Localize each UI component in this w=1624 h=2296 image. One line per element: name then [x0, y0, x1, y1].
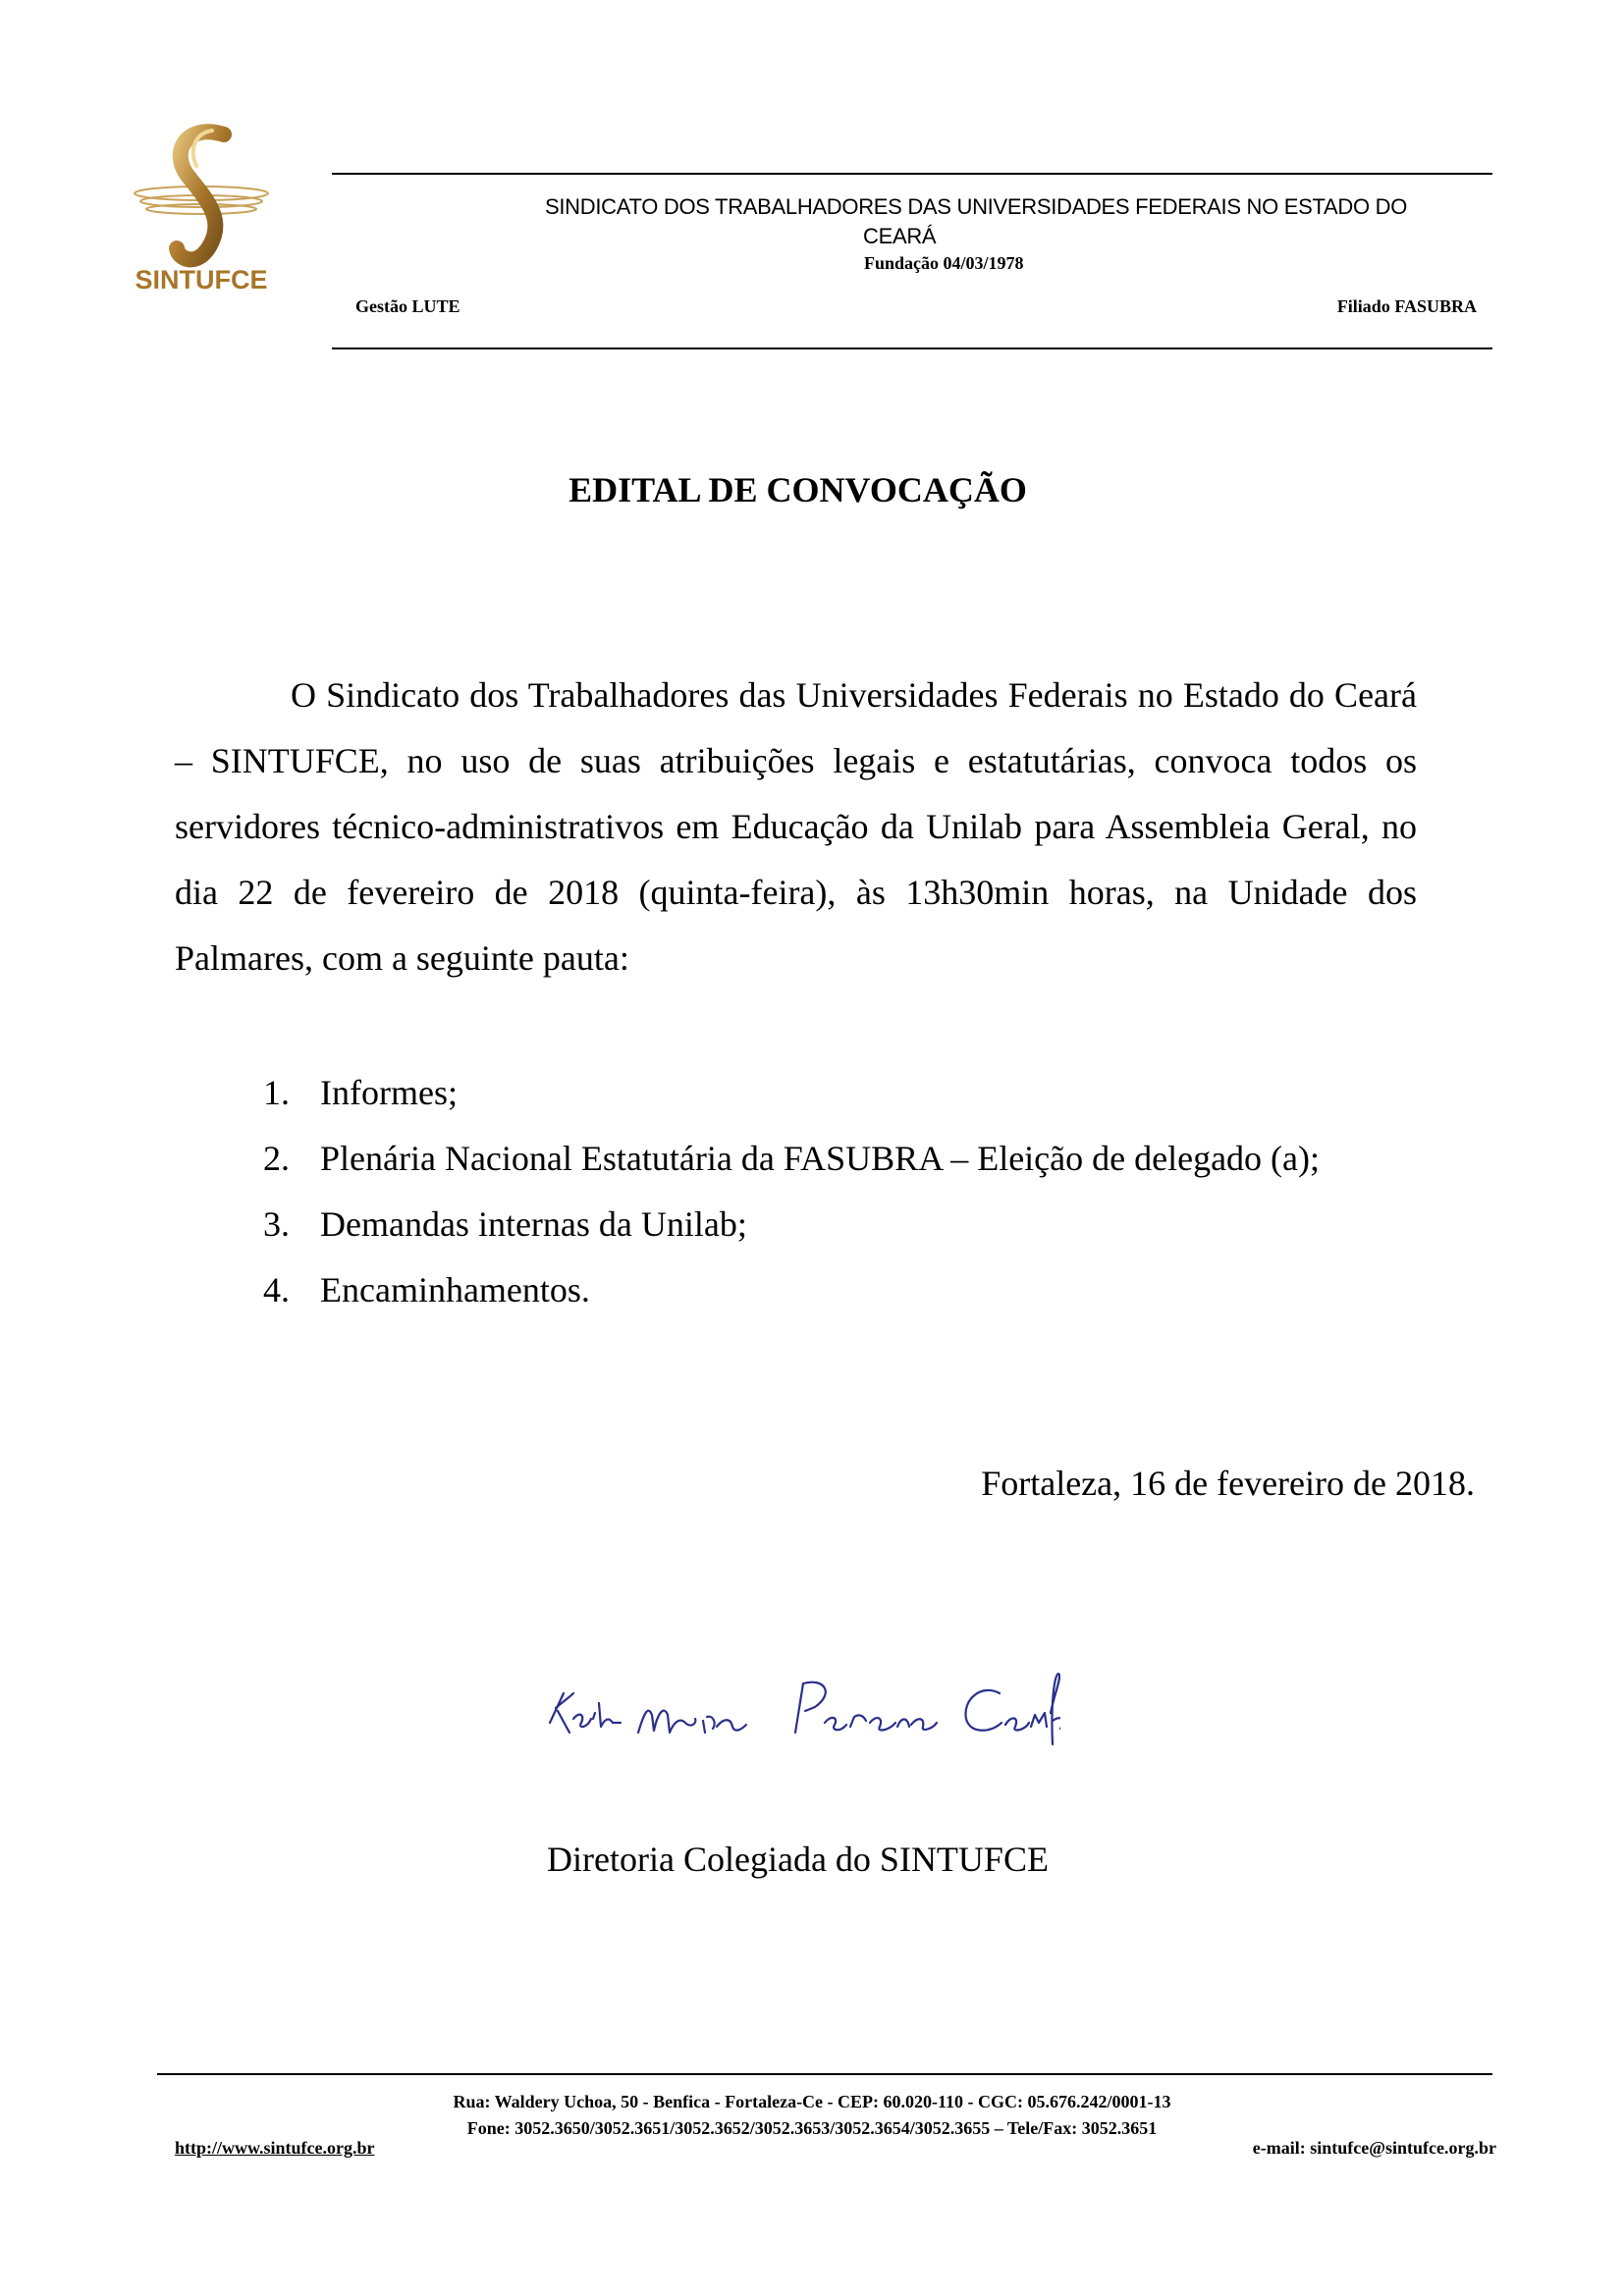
footer-rule [157, 2073, 1492, 2075]
agenda-item-number: 3. [263, 1204, 290, 1244]
agenda-item-number: 1. [263, 1073, 290, 1112]
website-link[interactable]: http://www.sintufce.org.br [175, 2138, 375, 2158]
organization-name [545, 192, 1488, 251]
logo-text: SINTUFCE [135, 265, 268, 294]
document-title: EDITAL DE CONVOCAÇÃO [568, 470, 1027, 509]
agenda-item-text: Plenária Nacional Estatutária da FASUBRA – Eleição de delegado (a); [320, 1139, 1321, 1178]
body-paragraph: O Sindicato dos Trabalhadores das Universidades Federais no Estado do Ceará – SINTUFCE, no uso de suas atribuições legais e estatutárias, convoca todos os servidores técnico-administrativos em Educação da Unilab para Assembleia Geral, no dia 22 de fevereiro de 2018 (quinta-feira), às 13h30min horas, na Unidade dos Palmares, com a seguinte pauta: [175, 675, 1417, 978]
footer-address: Rua: Waldery Uchoa, 50 - Benfica - Fortaleza-Ce - CEP: 60.020-110 - CGC: 05.676.242/0001-13 [453, 2092, 1171, 2111]
footer-phones: Fone: 3052.3650/3052.3651/3052.3652/3052.3653/3052.3654/3052.3655 – Tele/Fax: 3052.3651 [466, 2118, 1158, 2138]
place-and-date: Fortaleza, 16 de fevereiro de 2018. [981, 1464, 1475, 1503]
agenda-item [263, 1192, 1441, 1257]
management-label: Gestão LUTE [355, 296, 460, 316]
affiliation-label: Filiado FASUBRA [1336, 296, 1477, 316]
handwritten-signature [530, 1654, 1060, 1762]
agenda-list [263, 1060, 1441, 1323]
agenda-item [263, 1257, 1441, 1323]
agenda-item [263, 1126, 1441, 1192]
agenda-item-number: 2. [263, 1139, 290, 1178]
email-address: e-mail: sintufce@sintufce.org.br [1252, 2138, 1496, 2158]
signatory: Diretoria Colegiada do SINTUFCE [547, 1840, 1049, 1879]
header-bottom-rule [332, 347, 1492, 349]
founding-date: Fundação 04/03/1978 [864, 253, 1024, 273]
header-top-rule [332, 173, 1492, 175]
organization-name-line1: SINDICATO DOS TRABALHADORES DAS UNIVERSIDADES FEDERAIS NO ESTADO DO [545, 194, 1408, 219]
agenda-item-number: 4. [263, 1270, 290, 1309]
agenda-item-text: Informes; [320, 1073, 458, 1112]
agenda-item [263, 1060, 1441, 1126]
organization-name-line2: CEARÁ [863, 224, 937, 248]
footer-contact [0, 2089, 1624, 2142]
agenda-item-text: Demandas internas da Unilab; [320, 1204, 747, 1244]
agenda-item-text: Encaminhamentos. [320, 1270, 590, 1309]
